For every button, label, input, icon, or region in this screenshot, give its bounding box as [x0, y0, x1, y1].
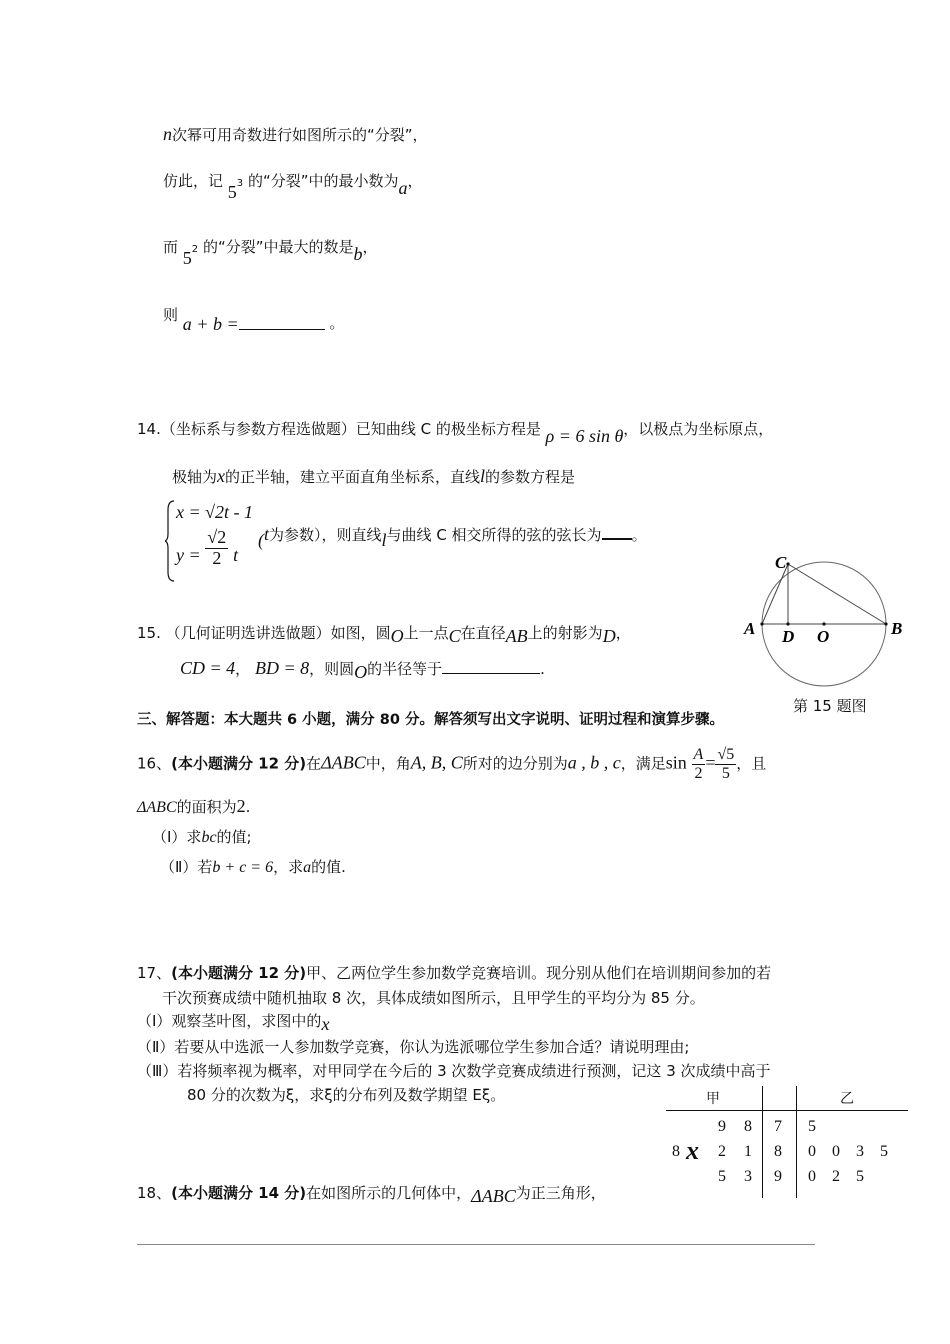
stem-r3: 9 [774, 1168, 782, 1185]
point-d [786, 622, 789, 625]
stem-leaf-left-rule [762, 1086, 763, 1198]
leaf-left-r1-c1: 9 [718, 1118, 726, 1135]
q16-line1: 16、(本小题满分 12 分)在ΔABC中，角A, B, C所对的边分别为a , b , c，满足sin $\frac{A}{2}$ = $\frac{√5}{5}$ ，且 [137, 746, 767, 782]
stem-leaf-plot [666, 1086, 910, 1200]
label-b: B [891, 619, 903, 638]
q14-system-y: y = $\frac{√2}{2}$ t [176, 527, 239, 568]
leaf-right-r2-c1: 0 [808, 1143, 816, 1160]
leaf-right-r2-c2: 0 [832, 1143, 840, 1160]
stem-leaf-header-left: 甲 [706, 1091, 720, 1107]
point-b [884, 622, 887, 625]
sqrt2-over-2: $\frac{√2}{2}$ [207, 527, 227, 568]
stem-leaf-right-rule [796, 1086, 797, 1198]
leaf-left-r2-prefix: 8 [672, 1143, 680, 1160]
leaf-right-r3-c2: 2 [832, 1168, 840, 1185]
leaf-right-r3-c1: 0 [808, 1168, 816, 1185]
leaf-right-r2-c4: 5 [880, 1143, 888, 1160]
point-c [786, 562, 789, 565]
figure-15-caption: 第 15 题图 [793, 697, 867, 715]
q17-part2: （Ⅱ）若要从中选派一人参加数学竞赛，你认为选派哪位学生参加合适？请说明理由; [137, 1038, 690, 1056]
q13-line2: 仿此，记 $5^3$ 的“分裂”中的最小数为a， [163, 172, 423, 202]
segment-cb [788, 564, 886, 624]
leaf-left-r3-c2: 3 [744, 1168, 752, 1185]
label-d: D [782, 627, 795, 646]
section-3-heading: 三、解答题：本大题共 6 小题，满分 80 分。解答须写出文字说明、证明过程和演算步骤。 [137, 712, 724, 728]
figure-15-circle-diagram [740, 548, 910, 696]
q17-part1: （Ⅰ）观察茎叶图，求图中的x [137, 1012, 330, 1034]
label-c: C [775, 553, 787, 572]
q15-line1: 15. （几何证明选讲选做题）如图，圆O上一点C在直径AB上的射影为D， [137, 624, 631, 646]
stem-leaf-header-right: 乙 [840, 1091, 854, 1107]
segment-ac [762, 564, 788, 624]
point-a [760, 622, 763, 625]
q14-line1: 14.（坐标系与参数方程选做题）已知曲线 C 的极坐标方程是 ρ = 6 sin θ，以极点为坐标原点， [137, 420, 774, 446]
q13-line4: 则 a + b = 。 [163, 306, 345, 334]
q14-brace [165, 500, 173, 580]
q17-line1: 17、(本小题满分 12 分)甲、乙两位学生参加数学竞赛培训。现分别从他们在培训期间参加的若 [137, 964, 772, 982]
q15-line2: CD = 4， BD = 8，则圆O的半径等于 . [180, 658, 545, 682]
q17-part3: （Ⅲ）若将频率视为概率，对甲同学在今后的 3 次数学竞赛成绩进行预测，记这 3 次成绩中高于 [137, 1062, 771, 1080]
q14-line2: 极轴为x的正半轴，建立平面直角坐标系，直线l的参数方程是 [172, 466, 576, 486]
point-o [822, 622, 825, 625]
answer-blank-14[interactable] [602, 538, 632, 540]
q13-line3: 而 $5^2$ 的“分裂”中最大的数是b， [163, 238, 378, 268]
fraction-sqrt5-over-5: $\frac{√5}{5}$ [717, 746, 735, 782]
stem-leaf-top-rule [666, 1110, 908, 1111]
q16-part1: （Ⅰ）求bc的值; [152, 828, 252, 846]
leaf-right-r1-c1: 5 [808, 1118, 816, 1135]
label-a: A [744, 619, 756, 638]
stem-r1: 7 [774, 1118, 782, 1135]
q17-part3b: 80 分的次数为ξ，求ξ的分布列及数学期望 Eξ。 [187, 1086, 506, 1104]
leaf-right-r2-c3: 3 [856, 1143, 864, 1160]
stem-r2: 8 [774, 1143, 782, 1160]
q16-line2: ΔABC的面积为2. [137, 796, 251, 816]
var-n: n [163, 124, 172, 144]
q17-line2: 干次预赛成绩中随机抽取 8 次，具体成绩如图所示，且甲学生的平均分为 85 分。 [162, 989, 705, 1007]
leaf-left-r2-c1: 2 [718, 1143, 726, 1160]
leaf-right-r3-c3: 5 [856, 1168, 864, 1185]
q14-param-text: (t为参数），则直线l与曲线 C 相交所得的弦的弦长为 。 [258, 524, 647, 550]
leaf-left-r3-c1: 5 [718, 1168, 726, 1185]
answer-blank-13[interactable] [239, 329, 325, 330]
q13-line1: n次幂可用奇数进行如图所示的“分裂”， [163, 124, 428, 144]
leaf-left-r2-c2: 1 [744, 1143, 752, 1160]
brace-icon [165, 500, 175, 582]
label-o: O [817, 627, 830, 646]
answer-blank-15[interactable] [442, 673, 540, 674]
q18-line1: 18、(本小题满分 14 分)在如图所示的几何体中，ΔABC为正三角形， [137, 1184, 606, 1206]
leaf-left-r1-c2: 8 [744, 1118, 752, 1135]
footer-divider [137, 1244, 815, 1245]
fraction-a-over-2: $\frac{A}{2}$ [693, 746, 704, 782]
q14-system-x: x = √2t - 1 [176, 502, 254, 522]
leaf-left-r2-x: x [686, 1136, 699, 1165]
q16-part2: （Ⅱ）若b + c = 6，求a的值. [160, 858, 346, 876]
